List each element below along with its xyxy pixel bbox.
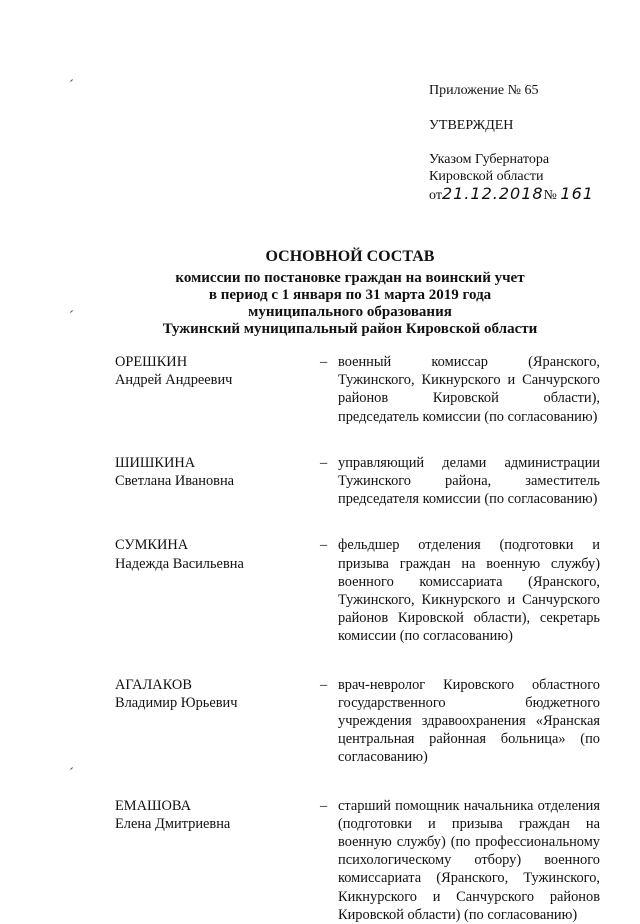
- member-surname: ОРЕШКИН: [115, 354, 188, 370]
- member-name: [115, 536, 320, 645]
- member-given-name: Светлана Ивановна: [115, 473, 235, 490]
- member-given-name: Андрей Андреевич: [115, 372, 233, 389]
- scan-speck: [70, 767, 73, 770]
- member-surname: АГАЛАКОВ: [115, 676, 192, 693]
- member-name: [115, 676, 320, 767]
- member-name: [115, 454, 320, 509]
- member-entry: [115, 676, 605, 767]
- appendix-number: Приложение № 65: [429, 83, 539, 98]
- title-line: комиссии по постановке граждан на воинский учет: [175, 270, 525, 286]
- member-surname: ЕМАШОВА: [115, 797, 191, 814]
- decree-line: Указом Губернатора: [429, 152, 550, 167]
- approved-stamp-text: УТВЕРЖДЕН: [429, 118, 514, 133]
- title-main: ОСНОВНОЙ СОСТАВ: [265, 248, 435, 265]
- title-line: в период с 1 января по 31 марта 2019 года: [208, 287, 492, 303]
- member-name: [115, 353, 320, 426]
- title-line: муниципального образования: [248, 304, 452, 320]
- member-entry: [115, 454, 605, 509]
- member-entry: [115, 353, 605, 426]
- member-given-name: Владимир Юрьевич: [115, 694, 238, 711]
- scan-speck: [70, 79, 73, 82]
- date-prefix: от: [429, 188, 442, 203]
- member-surname: ШИШКИНА: [115, 454, 196, 471]
- dash-separator: –: [320, 454, 328, 471]
- handwritten-number: 161: [560, 184, 594, 203]
- member-given-name: Елена Дмитриевна: [115, 815, 231, 832]
- dash-separator: –: [320, 537, 328, 554]
- region-line: Кировской области: [429, 169, 544, 184]
- dash-separator: –: [320, 676, 328, 693]
- member-given-name: Надежда Васильевна: [115, 555, 244, 572]
- member-role: старший помощник начальника отделения (подготовки и призыва граждан на военную службу) (по профессиональному психологическому отбору) военного комиссариата (Яранского, Тужинского, Кикнурского и Санчурского районов Кировской области) (по согласованию): [338, 797, 600, 923]
- scan-speck: [70, 310, 73, 313]
- dash-separator: –: [320, 354, 328, 370]
- number-prefix: №: [543, 188, 557, 203]
- members-list: [115, 353, 605, 924]
- member-entry: [115, 536, 605, 645]
- handwritten-date: 21.12.2018: [441, 184, 544, 203]
- approval-block: [429, 82, 629, 204]
- member-role: фельдшер отделения (подготовки и призыва граждан на военную службу) военного комиссариата (Яранского, Тужинского, Кикнурского и Санчурского районов Кировской области), секретарь комиссии (по согласованию): [338, 537, 600, 645]
- member-surname: СУМКИНА: [115, 537, 189, 554]
- dash-separator: –: [320, 797, 328, 814]
- member-role: управляющий делами администрации Тужинского района, заместитель председателя комиссии (по согласованию): [338, 454, 600, 508]
- member-role: врач-невролог Кировского областного государственного бюджетного учреждения здравоохранения «Яранская центральная районная больница» (по согласованию): [338, 676, 600, 766]
- member-role: военный комиссар (Яранского, Тужинского, Кикнурского и Санчурского районов Кировской области), председатель комиссии (по согласованию): [338, 354, 600, 425]
- document-title: [100, 248, 600, 338]
- date-number-line: [429, 185, 629, 204]
- title-line: Тужинский муниципальный район Кировской области: [162, 321, 538, 337]
